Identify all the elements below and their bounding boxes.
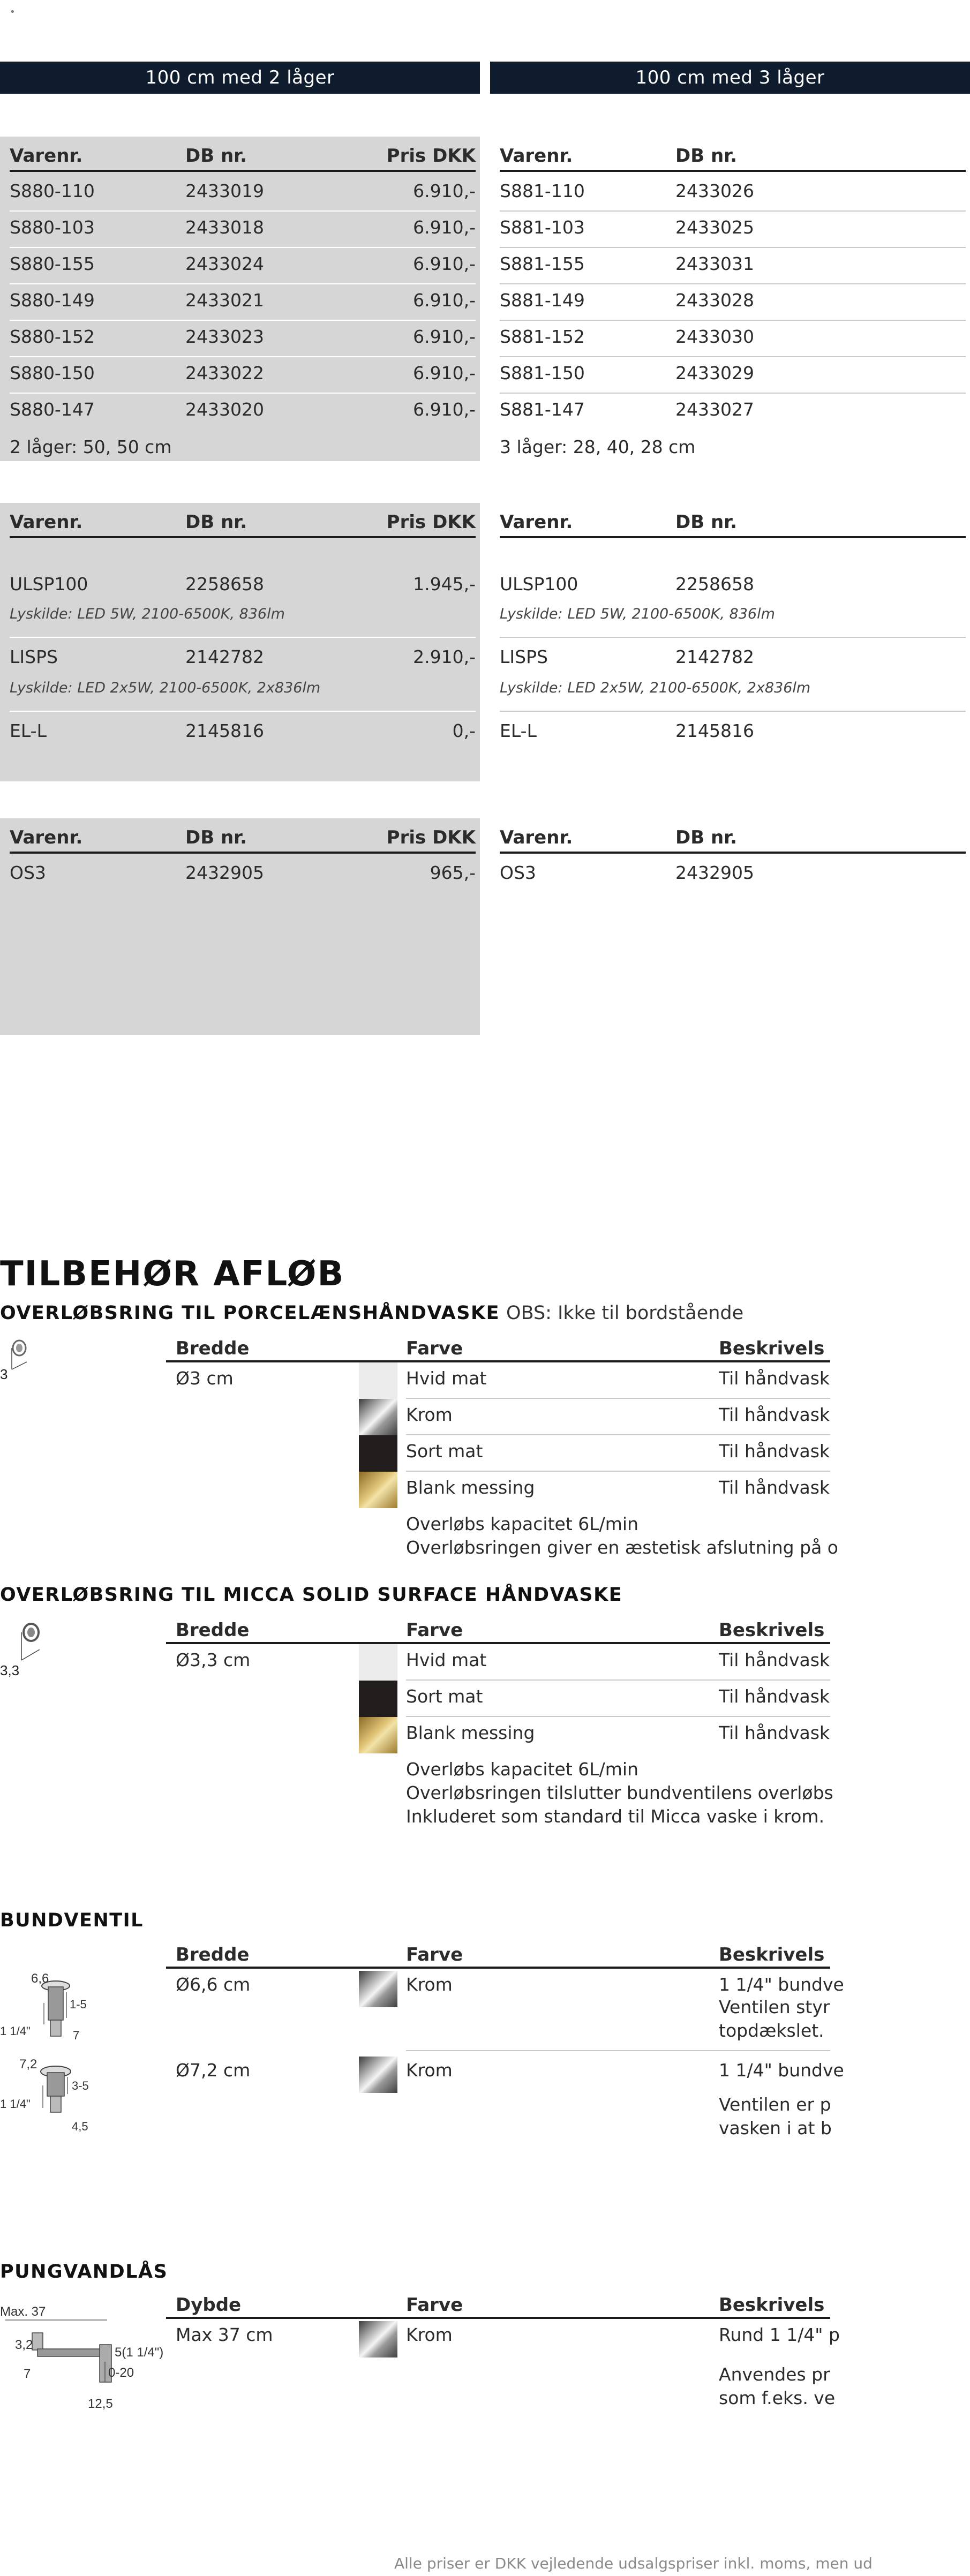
svg-text:7: 7: [24, 2367, 31, 2381]
valve-72-drawing: [0, 2057, 107, 2137]
overflow-ring-drawing: [0, 1336, 37, 1384]
table-row: Ø3 cm Hvid mat Til håndvask: [166, 1362, 830, 1399]
valve-66-drawing: [0, 1971, 107, 2051]
overflow-ring-micca-title: OVERLØBSRING TIL MICCA SOLID SURFACE HÅNDVASKE: [0, 1584, 623, 1606]
width-value: Ø3,3 cm: [176, 1649, 251, 1670]
lighting-table: [490, 503, 970, 781]
table-row: Sort mat Til håndvask: [166, 1681, 830, 1717]
trap-description: Anvendes pr: [719, 2364, 830, 2385]
table-row: S880-155 2433024 6.910,-: [10, 247, 476, 284]
table-row: LISPS 2142782 2.910,- Lyskilde: LED 2x5W, 2100-6500K, 2x836lm: [10, 637, 476, 712]
light-source-note: Lyskilde: LED 2x5W, 2100-6500K, 2x836lm: [500, 680, 811, 696]
table-row: S881-152 2433030: [500, 320, 966, 357]
overflow-ring-drawing: [0, 1617, 43, 1682]
overflow1-description: Overløbsringen giver en æstetisk afslutning på o: [406, 1537, 838, 1558]
table-row: S881-103 2433025: [500, 210, 966, 248]
light-source-note: Lyskilde: LED 5W, 2100-6500K, 836lm: [500, 606, 775, 622]
brass-swatch: [359, 1717, 397, 1753]
table-row: Ø3,3 cm Hvid mat Til håndvask: [166, 1644, 830, 1681]
column-2-doors: [0, 62, 480, 883]
svg-text:3,3: 3,3: [0, 1662, 20, 1678]
table-row: S881-155 2433031: [500, 247, 966, 284]
overflow2-table-header: Bredde Farve Beskrivels: [166, 1615, 830, 1644]
table-row: Sort mat Til håndvask: [166, 1435, 830, 1472]
valve-table-header: Bredde Farve Beskrivels: [166, 1940, 830, 1969]
svg-text:5(1 1/4"): 5(1 1/4"): [115, 2345, 164, 2360]
valve1-description: Ventilen styr: [719, 1997, 830, 2017]
overflow2-standard-note: Inkluderet som standard til Micca vaske i krom.: [406, 1806, 825, 1827]
table-header: Varenr. DB nr.: [500, 508, 966, 538]
table-row: EL-L 2145816: [500, 720, 754, 741]
overflow-ring-porcelain-title: OVERLØBSRING TIL PORCELÆNSHÅNDVASKE OBS: Ikke til bordstående: [0, 1302, 744, 1324]
white-matte-swatch: [359, 1362, 397, 1399]
svg-text:7: 7: [73, 2029, 80, 2042]
table-row: Krom Til håndvask: [166, 1399, 830, 1435]
black-matte-swatch: [359, 1435, 397, 1472]
table-row: S880-150 2433022 6.910,-: [10, 356, 476, 394]
overflow1-table-header: Bredde Farve Beskrivels: [166, 1334, 830, 1362]
svg-text:0-20: 0-20: [108, 2366, 134, 2380]
table-header: Varenr. DB nr.: [500, 142, 966, 172]
table-row: Blank messing Til håndvask: [166, 1717, 830, 1753]
table-row: Max 37 cm Krom Rund 1 1/4" p: [166, 2319, 830, 2394]
table-row: S881-147 2433027: [500, 399, 754, 420]
svg-text:6,6: 6,6: [31, 1971, 49, 1986]
svg-text:3: 3: [0, 1366, 8, 1382]
depth-value: Max 37 cm: [176, 2324, 273, 2345]
column-3-doors: [490, 62, 970, 883]
overflow1-capacity: Overløbs kapacitet 6L/min: [406, 1513, 638, 1534]
chrome-swatch: [359, 1971, 397, 2007]
table-row: ULSP100 2258658 1.945,- Lyskilde: LED 5W, 2100-6500K, 836lm: [10, 567, 476, 638]
chrome-swatch: [359, 2321, 397, 2357]
light-source-note: Lyskilde: LED 2x5W, 2100-6500K, 2x836lm: [10, 680, 321, 696]
width-value: Ø7,2 cm: [176, 2060, 251, 2081]
white-matte-swatch: [359, 1644, 397, 1681]
svg-text:1 1/4": 1 1/4": [0, 2097, 31, 2111]
valve1-description-2: topdækslet.: [719, 2020, 824, 2041]
svg-text:12,5: 12,5: [88, 2397, 113, 2411]
light-source-note: Lyskilde: LED 5W, 2100-6500K, 836lm: [10, 606, 285, 622]
brass-swatch: [359, 1472, 397, 1508]
table-row: S880-149 2433021 6.910,-: [10, 283, 476, 321]
table-row: S881-149 2433028: [500, 283, 966, 321]
svg-text:1-5: 1-5: [70, 1998, 87, 2011]
chrome-swatch: [359, 1399, 397, 1435]
table-row: Ø6,6 cm Krom 1 1/4" bundve: [166, 1969, 830, 2051]
trap-table-header: Dybde Farve Beskrivels: [166, 2290, 830, 2319]
column-header: 100 cm med 2 låger: [0, 62, 480, 94]
door-widths-note: 3 låger: 28, 40, 28 cm: [500, 436, 696, 457]
overflow2-description: Overløbsringen tilslutter bundventilens overløbs: [406, 1782, 833, 1803]
valve2-description-2: vasken i at b: [719, 2118, 832, 2138]
table-row: S881-150 2433029: [500, 356, 966, 394]
table-row: EL-L 2145816 0,-: [10, 720, 476, 741]
table-row: S881-110 2433026: [500, 174, 966, 212]
overflow2-capacity: Overløbs kapacitet 6L/min: [406, 1759, 638, 1780]
cabinet-table: [0, 137, 480, 461]
socket-table: Varenr. DB nr. Pris DKK OS3 2432905 965,-: [0, 818, 480, 1035]
table-row: Ø7,2 cm Krom 1 1/4" bundve: [166, 2054, 830, 2135]
table-row: S880-152 2433023 6.910,-: [10, 320, 476, 357]
width-value: Ø6,6 cm: [176, 1974, 251, 1995]
black-matte-swatch: [359, 1681, 397, 1717]
table-header: [10, 142, 476, 172]
table-row: Blank messing Til håndvask: [166, 1472, 830, 1508]
table-header: Varenr. DB nr.: [500, 824, 966, 854]
header-db: DB nr.: [185, 145, 247, 167]
table-header: Varenr. DB nr. Pris DKK: [10, 508, 476, 538]
table-row: S880-110 2433019 6.910,-: [10, 174, 476, 212]
trap-title: PUNGVANDLÅS: [0, 2261, 168, 2283]
svg-text:3-5: 3-5: [72, 2079, 89, 2092]
table-header: Varenr. DB nr. Pris DKK: [10, 824, 476, 854]
header-price: Pris DKK: [386, 145, 476, 167]
header-varenr: Varenr.: [10, 145, 83, 167]
obs-note: OBS: Ikke til bordstående: [506, 1302, 744, 1324]
door-widths-note: 2 låger: 50, 50 cm: [10, 436, 172, 457]
svg-text:7,2: 7,2: [19, 2057, 37, 2072]
svg-text:1 1/4": 1 1/4": [0, 2024, 31, 2038]
section-title: TILBEHØR AFLØB: [0, 1254, 345, 1294]
table-row: S880-147 2433020 6.910,-: [10, 399, 476, 420]
socket-table: Varenr. DB nr. OS3 2432905: [490, 818, 970, 1035]
trap-description-2: som f.eks. ve: [719, 2387, 836, 2408]
cabinet-table: [490, 137, 970, 461]
price-disclaimer: Alle priser er DKK vejledende udsalgspriser inkl. moms, men ud: [394, 2555, 873, 2572]
svg-text:Max. 37: Max. 37: [0, 2304, 46, 2319]
svg-text:4,5: 4,5: [72, 2120, 88, 2133]
column-header: 100 cm med 3 låger: [490, 62, 970, 94]
svg-text:3,2: 3,2: [15, 2338, 33, 2352]
table-row: ULSP100 2258658 Lyskilde: LED 5W, 2100-6500K, 836lm: [500, 567, 966, 638]
trap-drawing: [0, 2298, 164, 2421]
width-value: Ø3 cm: [176, 1368, 234, 1389]
chrome-swatch: [359, 2057, 397, 2093]
lighting-table: [0, 503, 480, 781]
bottom-valve-title: BUNDVENTIL: [0, 1910, 144, 1931]
table-row: LISPS 2142782 Lyskilde: LED 2x5W, 2100-6500K, 2x836lm: [500, 637, 966, 712]
bullet-marker: •: [10, 6, 16, 18]
table-row: S880-103 2433018 6.910,-: [10, 210, 476, 248]
valve2-description: Ventilen er p: [719, 2094, 831, 2115]
